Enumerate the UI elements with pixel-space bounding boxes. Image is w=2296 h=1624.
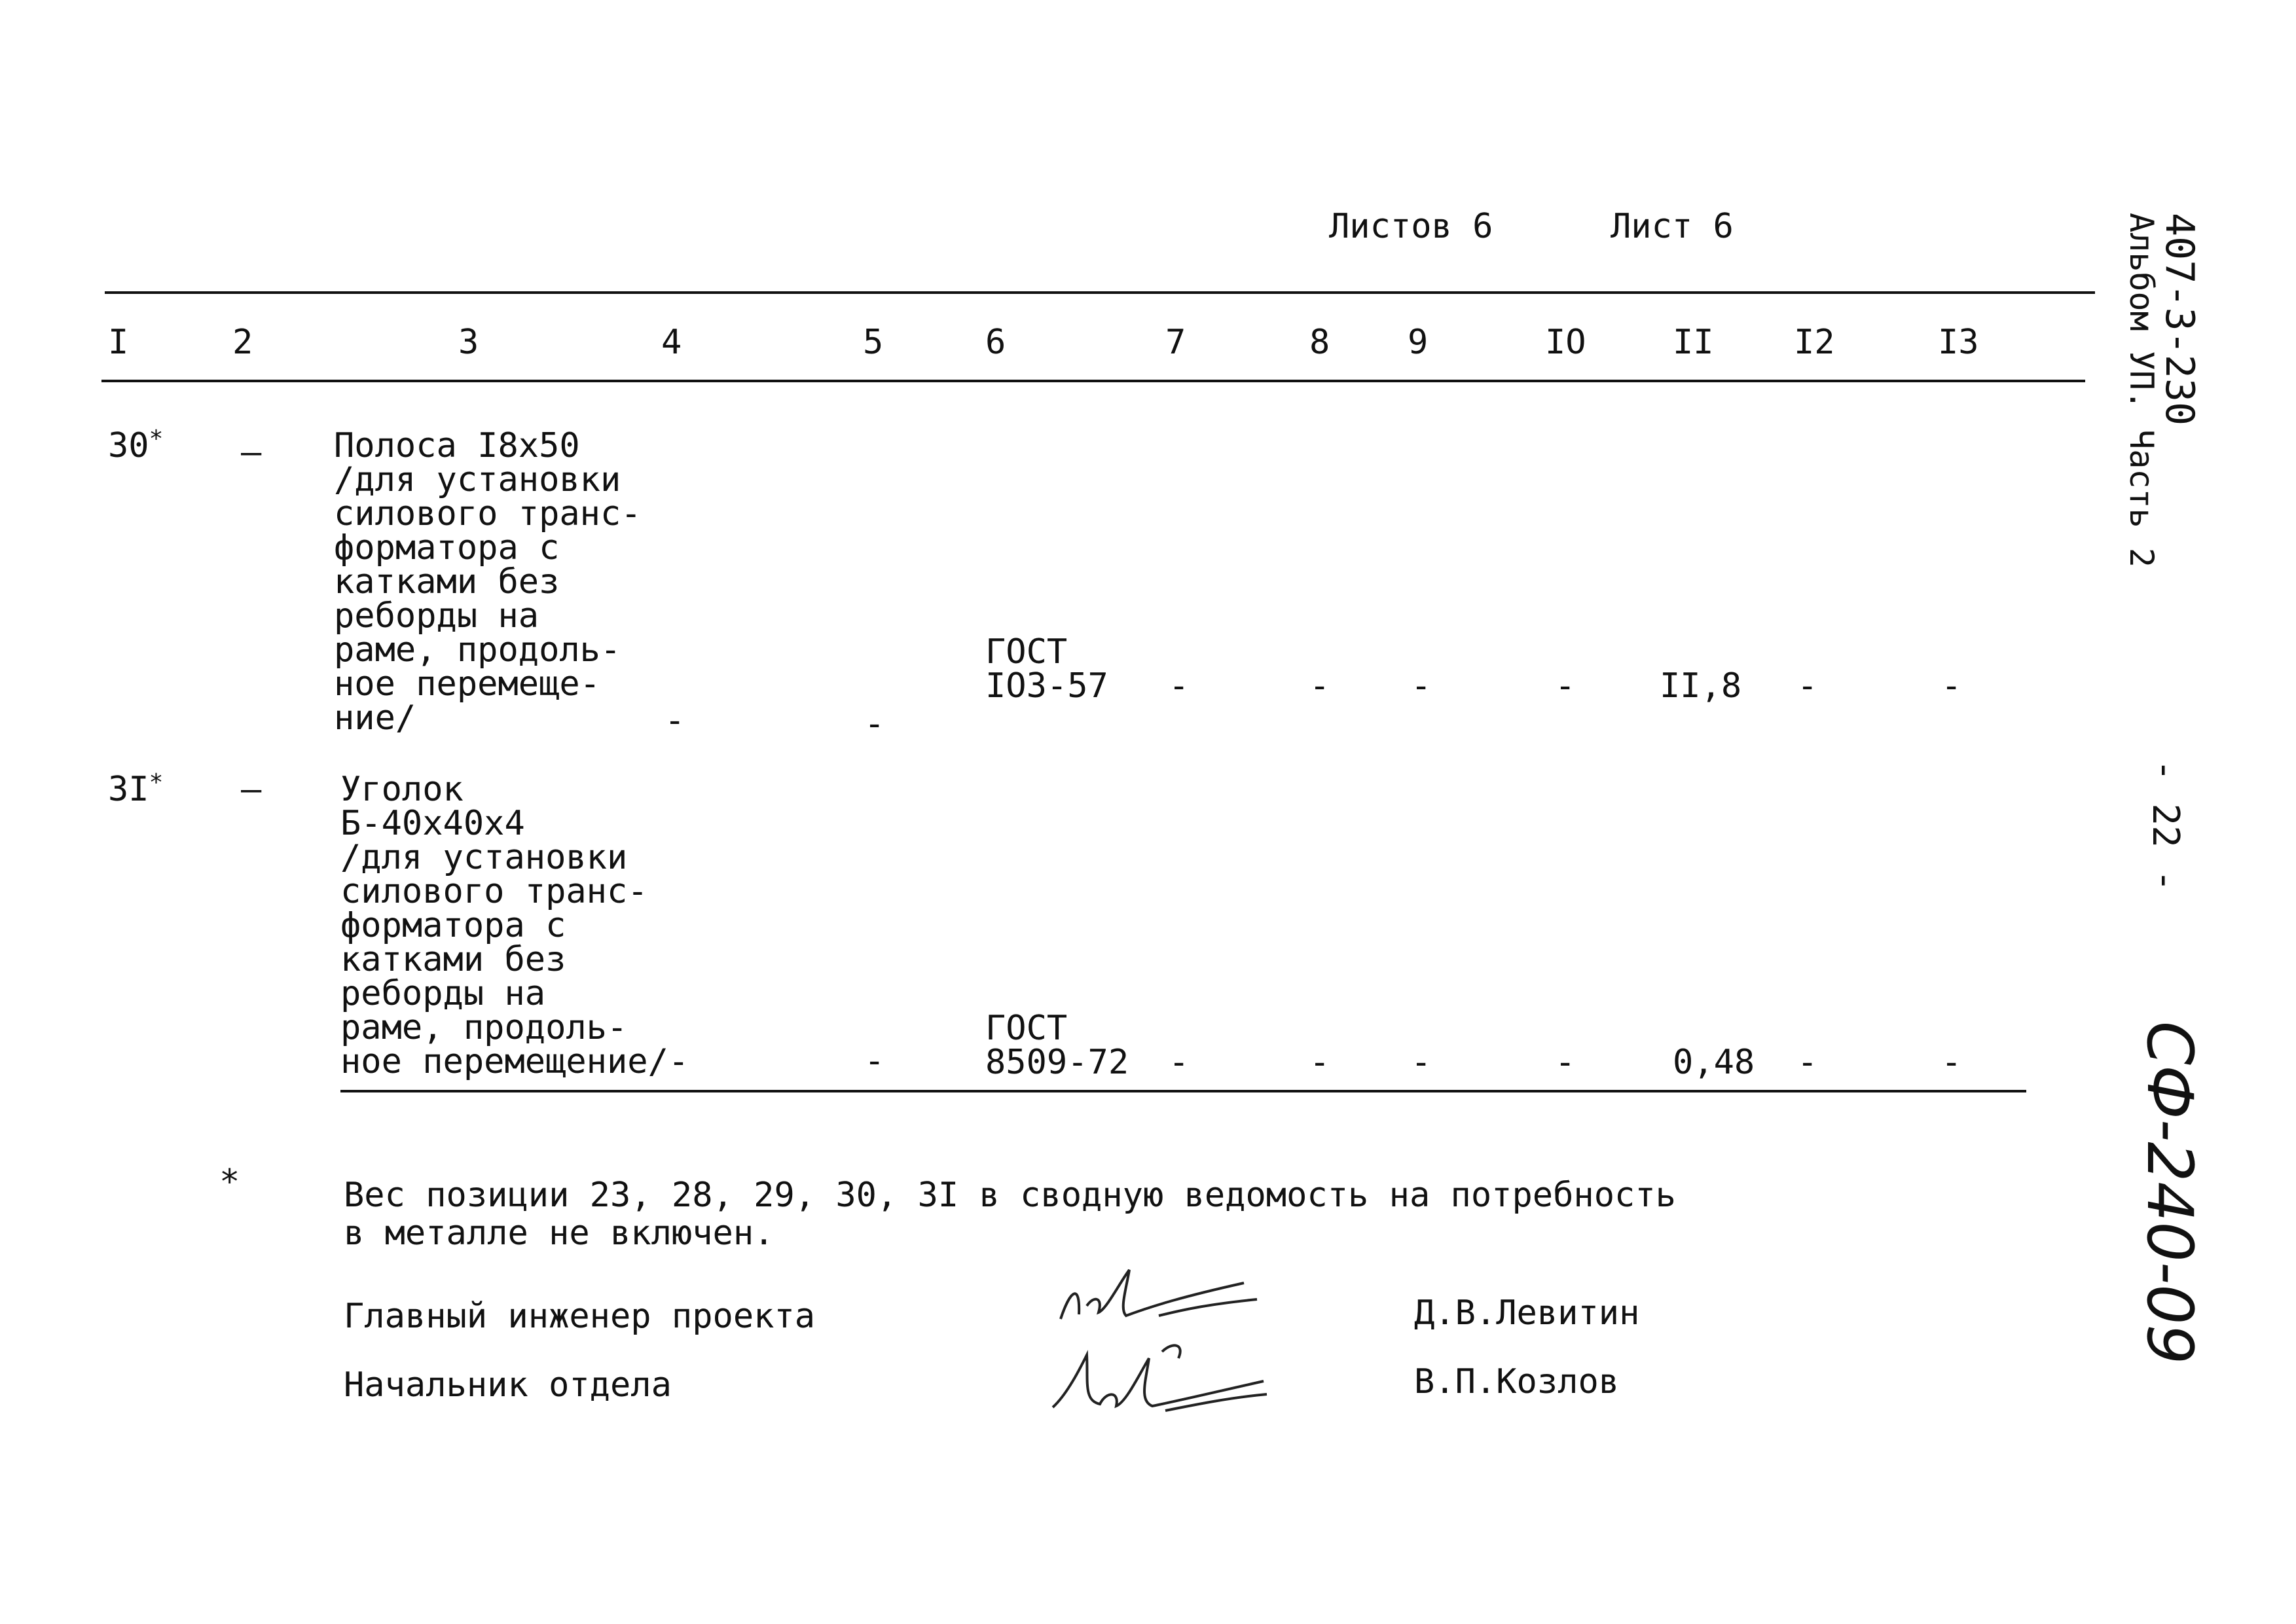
project-code: 407-3-230 <box>2157 213 2202 426</box>
album-part: Альбом УП. Часть 2 <box>2123 213 2160 568</box>
col-header-12: I2 <box>1794 323 1835 362</box>
signer-name: Д.В.Левитин <box>1414 1293 1640 1333</box>
col12-value: - <box>1797 1043 1818 1082</box>
handwritten-signature <box>1048 1244 1270 1342</box>
signature-title: Главный инженер проекта <box>344 1297 816 1336</box>
item-description: Полоса I8x50 /для установки силового транс- форматора с катками без реборды на раме, продоль- ное перемеще- ние/ <box>334 426 642 738</box>
header-bottom-rule <box>101 380 2085 382</box>
footnote-line-2: в металле не включен. <box>344 1214 774 1253</box>
page-number: - 22 - <box>2144 759 2187 892</box>
signer-name: В.П.Козлов <box>1414 1362 1620 1401</box>
signature-title: Начальник отдела <box>344 1365 672 1405</box>
sheets-total: Листов 6 <box>1329 207 1493 246</box>
col10-value: - <box>1555 666 1576 706</box>
footnote-line-1: Вес позиции 23, 28, 29, 30, 3I в сводную ведомость на потребность <box>344 1176 1676 1215</box>
table-top-rule <box>105 291 2095 294</box>
col7-value: - <box>1169 1043 1190 1082</box>
item-description: Уголок Б-40x40x4 /для установки силового транс- форматора с катками без реборды на раме, продоль- ное перемещение/- <box>340 770 689 1081</box>
col-header-3: 3 <box>458 323 479 362</box>
document-code: СФ-240-09 <box>2133 1021 2206 1365</box>
gost-number: 8509-72 <box>985 1043 1129 1082</box>
album-stamp <box>2124 213 2200 568</box>
col11-weight: II,8 <box>1660 666 1742 706</box>
position-number <box>108 425 164 465</box>
col8-value: - <box>1309 1043 1330 1082</box>
handwritten-signature <box>1041 1329 1277 1427</box>
asterisk-mark: * <box>149 425 164 452</box>
col-header-8: 8 <box>1309 323 1330 362</box>
col-header-4: 4 <box>661 323 682 362</box>
gost-number: IO3-57 <box>985 666 1108 706</box>
col12-value: - <box>1797 666 1818 706</box>
col-header-13: I3 <box>1938 323 1979 362</box>
col-header-2: 2 <box>232 323 253 362</box>
col4-value: - <box>665 701 685 740</box>
sheet-number: Лист 6 <box>1611 207 1734 246</box>
table-bottom-rule <box>340 1090 2026 1092</box>
col8-value: - <box>1309 666 1330 706</box>
position-value: 30 <box>108 426 149 465</box>
asterisk-mark: * <box>149 769 164 796</box>
col11-weight: 0,48 <box>1673 1043 1755 1082</box>
col-header-11: II <box>1673 323 1714 362</box>
col-header-7: 7 <box>1165 323 1186 362</box>
col-header-10: IO <box>1545 323 1586 362</box>
col9-value: - <box>1411 1043 1432 1082</box>
position-value: 3I <box>108 770 149 809</box>
col9-value: - <box>1411 666 1432 706</box>
col-header-9: 9 <box>1408 323 1429 362</box>
col-header-5: 5 <box>863 323 884 362</box>
gost-label: ГОСТ <box>985 1009 1068 1048</box>
col-header-1: I <box>108 323 129 362</box>
col2-dash: — <box>241 433 262 472</box>
position-number <box>108 769 164 809</box>
col5-value: - <box>864 704 885 744</box>
col10-value: - <box>1555 1043 1576 1082</box>
gost-label: ГОСТ <box>985 632 1068 672</box>
col-header-6: 6 <box>985 323 1006 362</box>
col13-value: - <box>1941 1043 1962 1082</box>
col5-value: - <box>864 1041 885 1081</box>
footnote-mark: * <box>219 1163 240 1202</box>
col2-dash: — <box>241 770 262 809</box>
col13-value: - <box>1941 666 1962 706</box>
col7-value: - <box>1169 666 1190 706</box>
